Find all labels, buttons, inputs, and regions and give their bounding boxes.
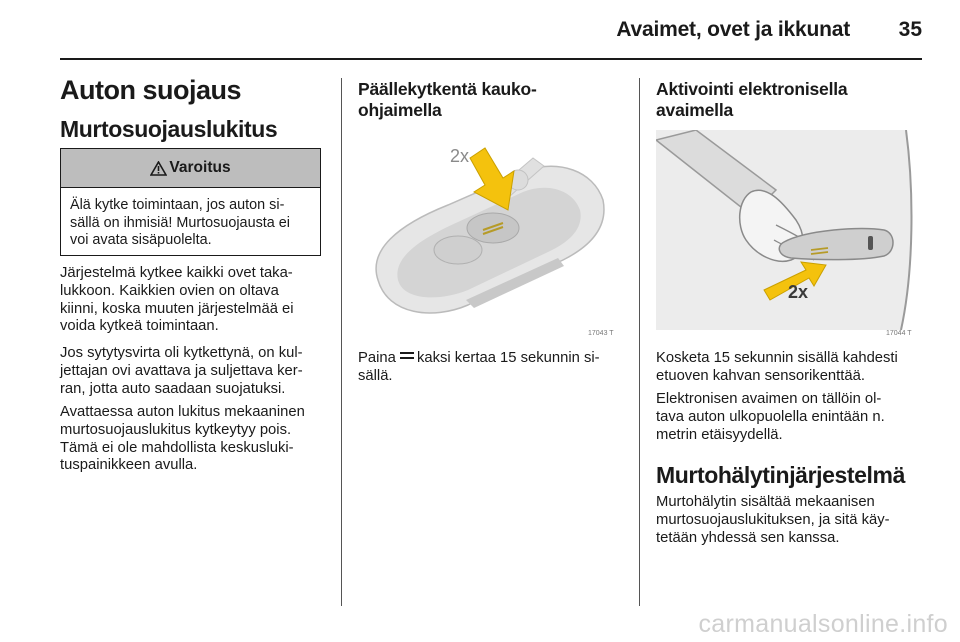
column-divider-2 xyxy=(639,78,640,606)
warning-line: Älä kytke toimintaan, jos auton si- xyxy=(70,197,285,213)
paragraph-3: Avattaessa auton lukitus mekaaninen murtosuojauslukitus kytkeytyy pois. Tämä ei ole mahdollista keskusluki- tuspainikkeen avulla. xyxy=(60,404,305,474)
touch-twice-label: 2x xyxy=(788,282,809,302)
remote-key-illustration xyxy=(358,130,626,342)
section-title: Auton suojaus xyxy=(60,75,241,105)
remote-key-figure xyxy=(358,130,626,342)
warning-triangle-icon xyxy=(150,161,167,176)
press-twice-label: 2x xyxy=(450,146,470,166)
alarm-system-title: Murtohälytinjärjestelmä xyxy=(656,462,905,488)
page-number: 35 xyxy=(898,18,922,41)
warning-box xyxy=(60,148,321,256)
figure-code: 17044 T xyxy=(886,330,912,337)
paragraph-2: Jos sytytysvirta oli kytkettynä, on kul- jettajan ovi avattava ja suljettava ker- ran, jotta auto saadaan suojatuksi. xyxy=(60,345,303,397)
electronic-key-heading: Aktivointi elektronisella avaimella xyxy=(656,79,848,120)
paragraph-1: Järjestelmä kytkee kaikki ovet taka- lukkoon. Kaikkien ovien on oltava kiinni, koska muuten järjestelmää ei voida kytkeä toimintaan. xyxy=(60,265,294,335)
paragraph-range: Elektronisen avaimen on tällöin ol- tava auton ulkopuolella enintään n. metrin etäisyydellä. xyxy=(656,391,885,443)
subsection-title: Murtosuojauslukitus xyxy=(60,116,278,142)
door-handle-illustration xyxy=(656,130,924,342)
watermark: carmanualsonline.info xyxy=(698,610,948,638)
header-rule xyxy=(60,58,922,60)
warning-line: voi avata sisäpuolelta. xyxy=(70,232,212,248)
warning-label: Varoitus xyxy=(169,159,231,176)
running-header-title: Avaimet, ovet ja ikkunat xyxy=(616,18,850,41)
door-handle-figure xyxy=(656,130,924,342)
paragraph-touch: Kosketa 15 sekunnin sisällä kahdesti etuoven kahvan sensorikenttää. xyxy=(656,350,898,384)
warning-text xyxy=(61,188,320,250)
figure-code: 17043 T xyxy=(588,330,614,337)
paragraph-alarm: Murtohälytin sisältää mekaanisen murtosuojauslukituksen, ja sitä käy- tetään yhdessä sen kanssa. xyxy=(656,494,890,546)
remote-heading: Päällekytkentä kauko- ohjaimella xyxy=(358,79,537,120)
lock-button-icon xyxy=(400,351,414,360)
column-divider-1 xyxy=(341,78,342,606)
remote-caption: Paina kaksi kertaa 15 sekunnin si- sällä. xyxy=(358,350,600,384)
warning-header xyxy=(61,149,320,188)
warning-line: sällä on ihmisiä! Murtosuojausta ei xyxy=(70,214,290,231)
